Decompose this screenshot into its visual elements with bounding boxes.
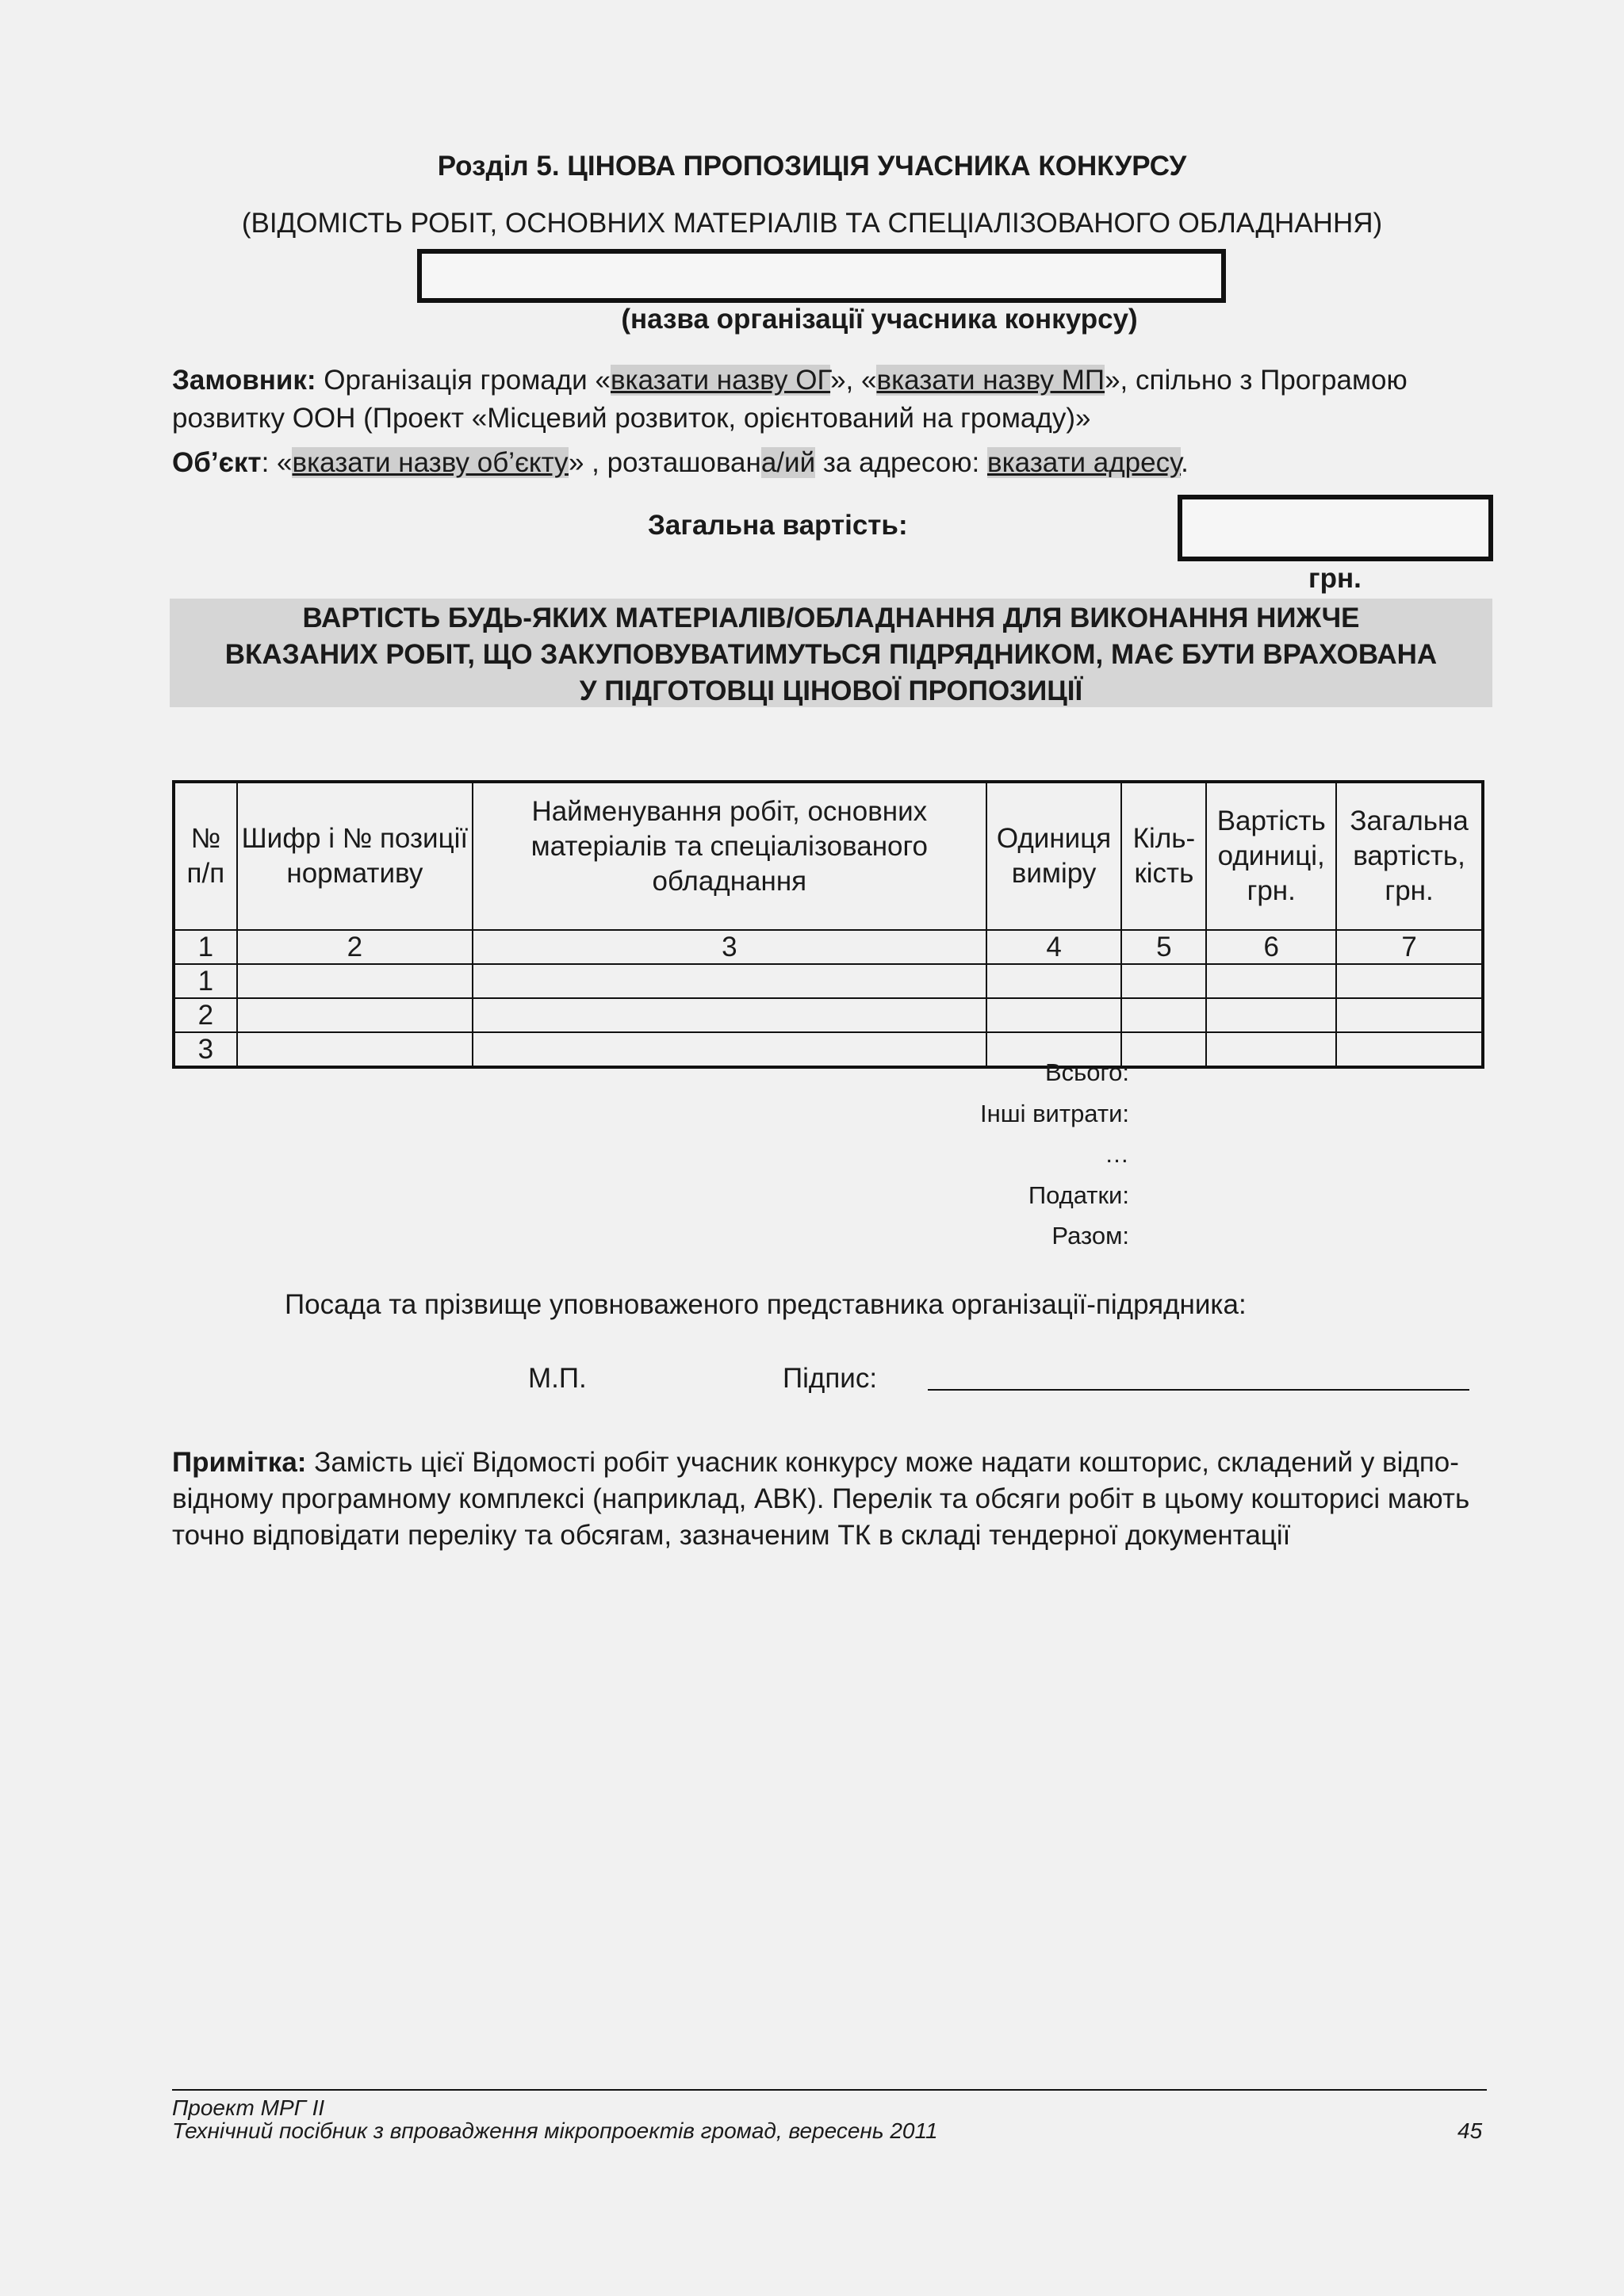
object-paragraph: [172, 444, 1488, 482]
object-label: Об’єкт: [172, 447, 262, 478]
column-number: 7: [1336, 930, 1483, 964]
col-header-total-cost: Загальна вартість, грн.: [1336, 782, 1483, 930]
col-header-number: № п/п: [174, 782, 237, 930]
col-header-name: Найменування робіт, основних матеріалів та спеціалізованого обладнання: [473, 782, 986, 930]
notice-line: ВКАЗАНИХ РОБІТ, ЩО ЗАКУПОВУВАТИМУТЬСЯ ПІДРЯДНИКОМ, МАЄ БУТИ ВРАХОВАНА: [224, 639, 1438, 670]
stamp-label: М.П.: [528, 1363, 587, 1394]
object-text: : «: [261, 447, 293, 478]
column-number: 1: [174, 930, 237, 964]
mp-name-field[interactable]: вказати назву МП: [876, 365, 1105, 396]
column-number-row: [174, 930, 1483, 964]
object-text: за адресою:: [815, 447, 987, 478]
row-number: 3: [174, 1032, 237, 1067]
object-suffix-field[interactable]: а/ий: [760, 447, 816, 478]
representative-title: Посада та прізвище уповноваженого представника організації-підрядника:: [285, 1289, 1247, 1320]
total-cost-field[interactable]: [1178, 495, 1493, 561]
column-number: 6: [1206, 930, 1336, 964]
column-number: 5: [1121, 930, 1206, 964]
table-cell[interactable]: [986, 998, 1122, 1032]
notice-line: ВАРТІСТЬ БУДЬ-ЯКИХ МАТЕРІАЛІВ/ОБЛАДНАННЯ ДЛЯ ВИКОНАННЯ НИЖЧЕ: [302, 603, 1360, 633]
column-number: 2: [237, 930, 473, 964]
signature-line[interactable]: [928, 1389, 1469, 1391]
footer-divider: [172, 2089, 1487, 2091]
object-text: .: [1181, 447, 1189, 478]
section-subtitle: (ВІДОМІСТЬ РОБІТ, ОСНОВНИХ МАТЕРІАЛІВ ТА СПЕЦІАЛІЗОВАНОГО ОБЛАДНАННЯ): [241, 208, 1383, 239]
note-text: точно відповідати переліку та обсягам, зазначеним ТК в складі тендерної документації: [172, 1520, 1291, 1551]
column-number: 3: [473, 930, 986, 964]
summary-taxes: Податки:: [1028, 1181, 1129, 1209]
table-cell[interactable]: [1121, 998, 1206, 1032]
customer-text: », спільно з Програмою: [1105, 365, 1408, 396]
table-cell[interactable]: [1121, 1032, 1206, 1067]
note-text: Замість цієї Відомості робіт учасник конкурсу може надати кошторис, складений у відпо-: [306, 1447, 1459, 1478]
currency-label: грн.: [1308, 563, 1362, 594]
table-row: [174, 964, 1483, 998]
object-address-field[interactable]: вказати адресу: [986, 447, 1182, 478]
table-cell[interactable]: [237, 1032, 473, 1067]
summary-other-costs: Інші витрати:: [979, 1100, 1129, 1127]
table-header-row: [174, 782, 1483, 930]
column-number: 4: [986, 930, 1122, 964]
summary-ellipsis: …: [1105, 1140, 1129, 1168]
footer-publication: Технічний посібник з впровадження мікропроектів громад, вересень 2011: [172, 2118, 938, 2143]
customer-text: », «: [830, 365, 877, 396]
summary-grand-total: Разом:: [1051, 1222, 1129, 1249]
notice-banner: [170, 599, 1492, 707]
summary-total: Всього:: [1044, 1058, 1129, 1086]
table-cell[interactable]: [237, 998, 473, 1032]
row-number: 1: [174, 964, 237, 998]
org-name-field[interactable]: [417, 249, 1226, 303]
works-table: [172, 780, 1484, 1069]
customer-paragraph: [172, 362, 1488, 438]
customer-text: розвитку ООН (Проект «Місцевий розвиток, орієнтований на громаду)»: [172, 403, 1091, 434]
table-cell[interactable]: [1121, 964, 1206, 998]
total-cost-label: Загальна вартість:: [648, 510, 908, 541]
col-header-unit-cost: Вартість одиниці, грн.: [1206, 782, 1336, 930]
footer-project: Проект МРГ II: [172, 2095, 325, 2120]
notice-line: У ПІДГОТОВЦІ ЦІНОВОЇ ПРОПОЗИЦІЇ: [579, 675, 1083, 706]
col-header-code: Шифр і № позиції нормативу: [237, 782, 473, 930]
table-cell[interactable]: [1336, 998, 1483, 1032]
note-label: Примітка:: [172, 1447, 307, 1478]
signature-label: Підпис:: [783, 1363, 878, 1394]
object-name-field[interactable]: вказати назву об’єкту: [292, 447, 569, 478]
col-header-quantity: Кіль- кість: [1121, 782, 1206, 930]
customer-text: Організація громади «: [316, 365, 611, 396]
table-cell[interactable]: [1336, 1032, 1483, 1067]
note-paragraph: [172, 1445, 1492, 1554]
table-cell[interactable]: [237, 964, 473, 998]
note-text: відному програмному комплексі (наприклад, АВК). Перелік та обсяги робіт в цьому кошторисі мають: [172, 1483, 1470, 1514]
table-cell[interactable]: [473, 964, 986, 998]
row-number: 2: [174, 998, 237, 1032]
table-cell[interactable]: [1206, 1032, 1336, 1067]
table-cell[interactable]: [1336, 964, 1483, 998]
table-cell[interactable]: [986, 964, 1122, 998]
section-title: Розділ 5. ЦІНОВА ПРОПОЗИЦІЯ УЧАСНИКА КОНКУРСУ: [437, 151, 1187, 182]
og-name-field[interactable]: вказати назву ОГ: [610, 365, 831, 396]
table-cell[interactable]: [1206, 964, 1336, 998]
table-cell[interactable]: [1206, 998, 1336, 1032]
org-name-caption: (назва організації учасника конкурсу): [621, 304, 1138, 335]
table-row: [174, 998, 1483, 1032]
page-number: 45: [1457, 2118, 1483, 2143]
customer-label: Замовник:: [172, 365, 316, 396]
object-text: » , розташован: [568, 447, 761, 478]
col-header-unit: Одиниця виміру: [986, 782, 1122, 930]
table-cell[interactable]: [473, 998, 986, 1032]
